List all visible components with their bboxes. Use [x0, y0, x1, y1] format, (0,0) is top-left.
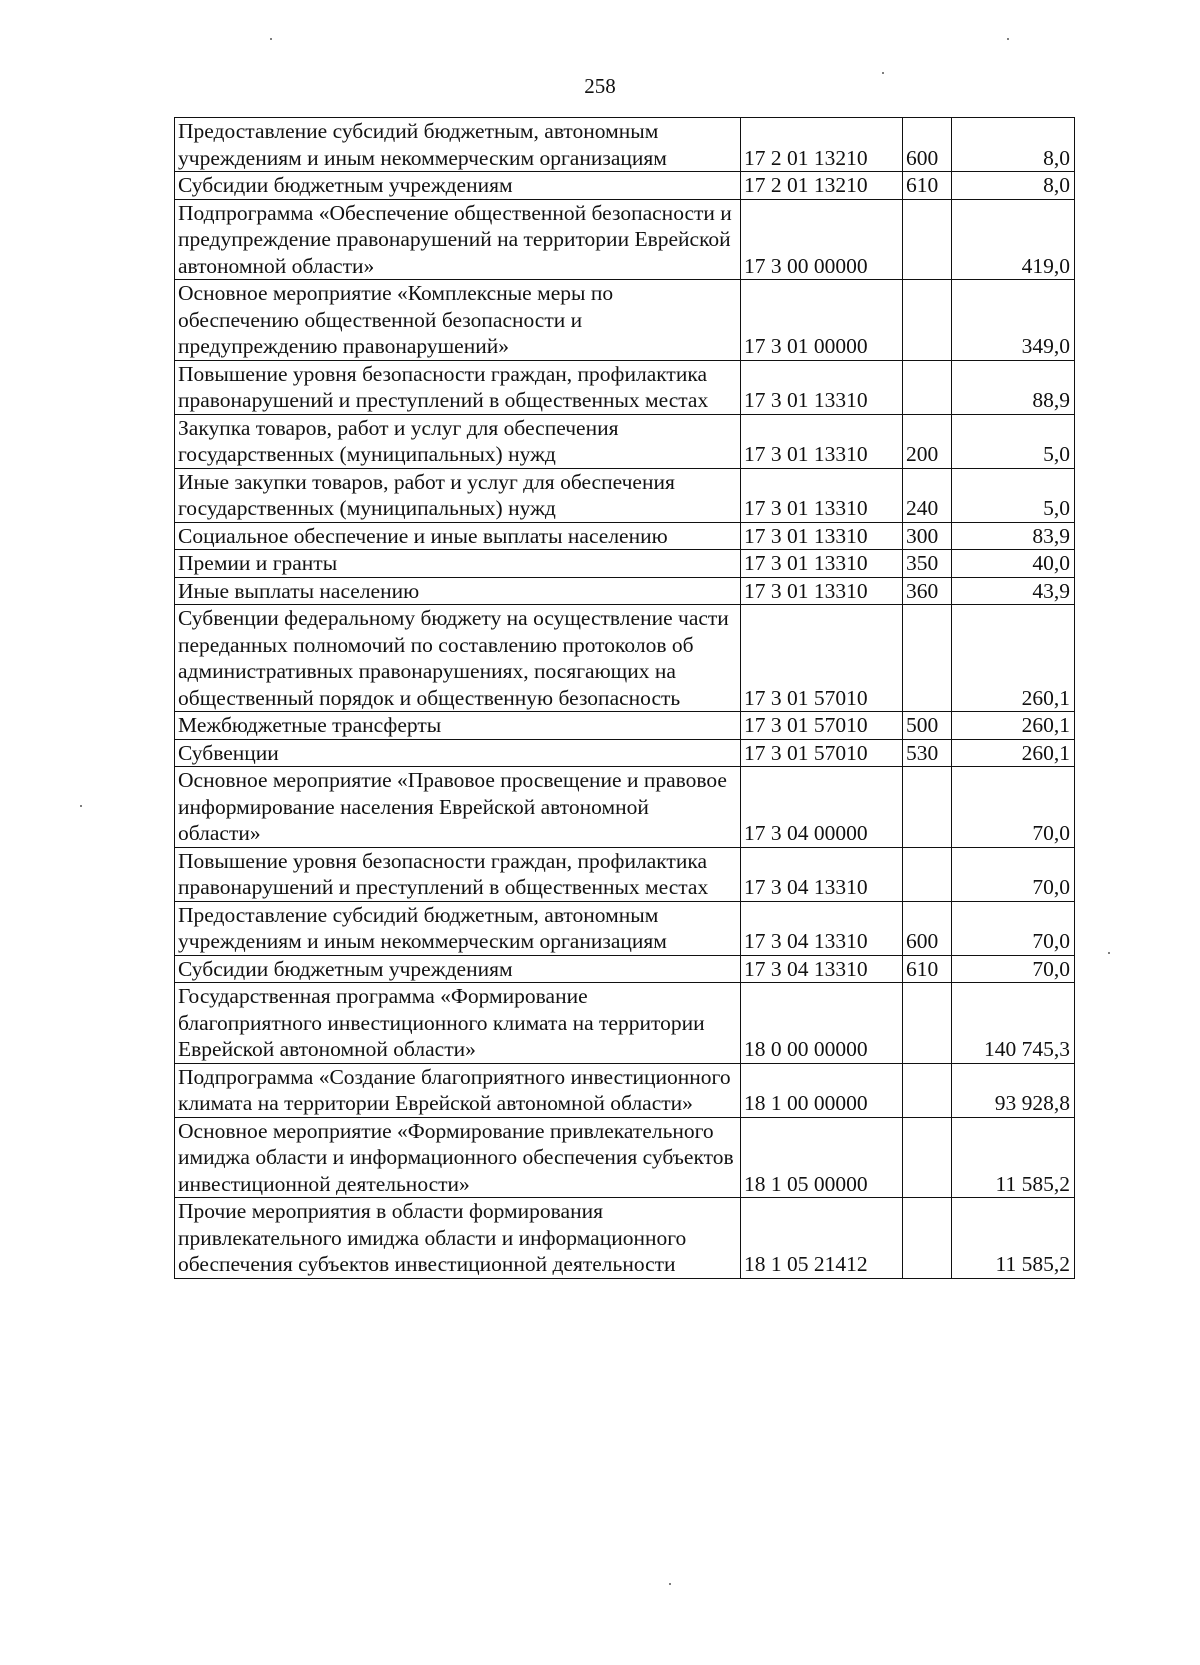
row-expense-type-cell: 350 [903, 550, 952, 578]
scan-speck [80, 805, 82, 807]
table-row [175, 360, 1075, 414]
row-amount-cell: 88,9 [952, 360, 1075, 414]
row-amount-cell: 260,1 [952, 712, 1075, 740]
row-name-cell: Социальное обеспечение и иные выплаты населению [175, 522, 741, 550]
row-name-cell: Субсидии бюджетным учреждениям [175, 172, 741, 200]
row-expense-type-cell: 530 [903, 739, 952, 767]
table-row [175, 739, 1075, 767]
row-amount-cell: 5,0 [952, 414, 1075, 468]
row-name-cell: Основное мероприятие «Комплексные меры по обеспечению общественной безопасности и предупреждению правонарушений» [175, 280, 741, 361]
table-row [175, 1063, 1075, 1117]
row-expense-type-cell [903, 1063, 952, 1117]
row-amount-cell: 260,1 [952, 605, 1075, 712]
row-name-cell: Основное мероприятие «Правовое просвещение и правовое информирование населения Еврейской автономной области» [175, 767, 741, 848]
row-amount-cell: 70,0 [952, 955, 1075, 983]
scan-speck [882, 72, 884, 74]
table-row [175, 522, 1075, 550]
row-amount-cell: 5,0 [952, 468, 1075, 522]
row-name-cell: Иные выплаты населению [175, 577, 741, 605]
budget-table-body [175, 118, 1075, 1279]
row-name-cell: Иные закупки товаров, работ и услуг для обеспечения государственных (муниципальных) нужд [175, 468, 741, 522]
row-amount-cell: 70,0 [952, 901, 1075, 955]
row-amount-cell: 40,0 [952, 550, 1075, 578]
row-expense-type-cell [903, 767, 952, 848]
row-expense-type-cell: 300 [903, 522, 952, 550]
row-expense-type-cell [903, 983, 952, 1064]
row-code-cell: 17 3 01 13310 [741, 550, 903, 578]
row-name-cell: Межбюджетные трансферты [175, 712, 741, 740]
row-name-cell: Закупка товаров, работ и услуг для обеспечения государственных (муниципальных) нужд [175, 414, 741, 468]
scan-speck [1007, 38, 1009, 40]
scan-speck [1108, 952, 1110, 954]
table-row [175, 1117, 1075, 1198]
row-expense-type-cell: 610 [903, 955, 952, 983]
table-row [175, 767, 1075, 848]
row-code-cell: 18 0 00 00000 [741, 983, 903, 1064]
row-amount-cell: 43,9 [952, 577, 1075, 605]
row-code-cell: 17 3 01 13310 [741, 577, 903, 605]
table-row [175, 1198, 1075, 1279]
table-row [175, 172, 1075, 200]
row-expense-type-cell [903, 1117, 952, 1198]
row-code-cell: 17 3 04 13310 [741, 847, 903, 901]
row-name-cell: Подпрограмма «Создание благоприятного инвестиционного климата на территории Еврейской автономной области» [175, 1063, 741, 1117]
table-row [175, 955, 1075, 983]
row-amount-cell: 70,0 [952, 847, 1075, 901]
row-expense-type-cell [903, 280, 952, 361]
row-code-cell: 17 3 01 00000 [741, 280, 903, 361]
row-name-cell: Субвенции федеральному бюджету на осуществление части переданных полномочий по составлению протоколов об административных правонарушениях, посягающих на общественный порядок и общественную безопасность [175, 605, 741, 712]
row-code-cell: 17 3 04 13310 [741, 901, 903, 955]
row-expense-type-cell [903, 199, 952, 280]
row-name-cell: Предоставление субсидий бюджетным, автономным учреждениям и иным некоммерческим организациям [175, 901, 741, 955]
row-name-cell: Повышение уровня безопасности граждан, профилактика правонарушений и преступлений в общественных местах [175, 847, 741, 901]
table-row [175, 901, 1075, 955]
row-name-cell: Основное мероприятие «Формирование привлекательного имиджа области и информационного обеспечения субъектов инвестиционной деятельности» [175, 1117, 741, 1198]
row-code-cell: 17 3 01 57010 [741, 712, 903, 740]
row-name-cell: Повышение уровня безопасности граждан, профилактика правонарушений и преступлений в общественных местах [175, 360, 741, 414]
table-row [175, 199, 1075, 280]
row-name-cell: Премии и гранты [175, 550, 741, 578]
row-amount-cell: 349,0 [952, 280, 1075, 361]
row-expense-type-cell [903, 1198, 952, 1279]
row-code-cell: 17 3 00 00000 [741, 199, 903, 280]
row-amount-cell: 93 928,8 [952, 1063, 1075, 1117]
row-expense-type-cell: 200 [903, 414, 952, 468]
row-name-cell: Предоставление субсидий бюджетным, автономным учреждениям и иным некоммерческим организациям [175, 118, 741, 172]
row-name-cell: Подпрограмма «Обеспечение общественной безопасности и предупреждение правонарушений на территории Еврейской автономной области» [175, 199, 741, 280]
row-name-cell: Прочие мероприятия в области формирования привлекательного имиджа области и информационного обеспечения субъектов инвестиционной деятельности [175, 1198, 741, 1279]
row-code-cell: 17 3 04 00000 [741, 767, 903, 848]
row-code-cell: 18 1 05 00000 [741, 1117, 903, 1198]
table-row [175, 983, 1075, 1064]
table-row [175, 550, 1075, 578]
row-expense-type-cell: 360 [903, 577, 952, 605]
row-amount-cell: 83,9 [952, 522, 1075, 550]
table-row [175, 280, 1075, 361]
row-amount-cell: 260,1 [952, 739, 1075, 767]
row-expense-type-cell: 610 [903, 172, 952, 200]
row-code-cell: 17 3 01 13310 [741, 414, 903, 468]
row-code-cell: 17 3 01 57010 [741, 605, 903, 712]
row-code-cell: 17 2 01 13210 [741, 118, 903, 172]
row-expense-type-cell [903, 605, 952, 712]
row-amount-cell: 11 585,2 [952, 1198, 1075, 1279]
row-code-cell: 18 1 05 21412 [741, 1198, 903, 1279]
row-expense-type-cell [903, 360, 952, 414]
row-code-cell: 18 1 00 00000 [741, 1063, 903, 1117]
row-expense-type-cell: 600 [903, 901, 952, 955]
row-code-cell: 17 3 01 57010 [741, 739, 903, 767]
page-number: 258 [584, 74, 616, 98]
row-amount-cell: 8,0 [952, 118, 1075, 172]
row-code-cell: 17 3 01 13310 [741, 522, 903, 550]
table-row [175, 847, 1075, 901]
table-row [175, 605, 1075, 712]
scan-speck [669, 1583, 671, 1585]
row-code-cell: 17 3 04 13310 [741, 955, 903, 983]
row-name-cell: Государственная программа «Формирование благоприятного инвестиционного климата на территории Еврейской автономной области» [175, 983, 741, 1064]
row-expense-type-cell [903, 847, 952, 901]
row-name-cell: Субвенции [175, 739, 741, 767]
budget-table [174, 117, 1075, 1279]
row-name-cell: Субсидии бюджетным учреждениям [175, 955, 741, 983]
row-amount-cell: 419,0 [952, 199, 1075, 280]
row-expense-type-cell: 600 [903, 118, 952, 172]
row-amount-cell: 8,0 [952, 172, 1075, 200]
row-expense-type-cell: 500 [903, 712, 952, 740]
table-row [175, 577, 1075, 605]
table-row [175, 118, 1075, 172]
row-amount-cell: 140 745,3 [952, 983, 1075, 1064]
scan-speck [270, 38, 272, 40]
row-expense-type-cell: 240 [903, 468, 952, 522]
row-amount-cell: 11 585,2 [952, 1117, 1075, 1198]
row-code-cell: 17 3 01 13310 [741, 360, 903, 414]
table-row [175, 468, 1075, 522]
table-row [175, 414, 1075, 468]
table-row [175, 712, 1075, 740]
row-amount-cell: 70,0 [952, 767, 1075, 848]
row-code-cell: 17 3 01 13310 [741, 468, 903, 522]
row-code-cell: 17 2 01 13210 [741, 172, 903, 200]
